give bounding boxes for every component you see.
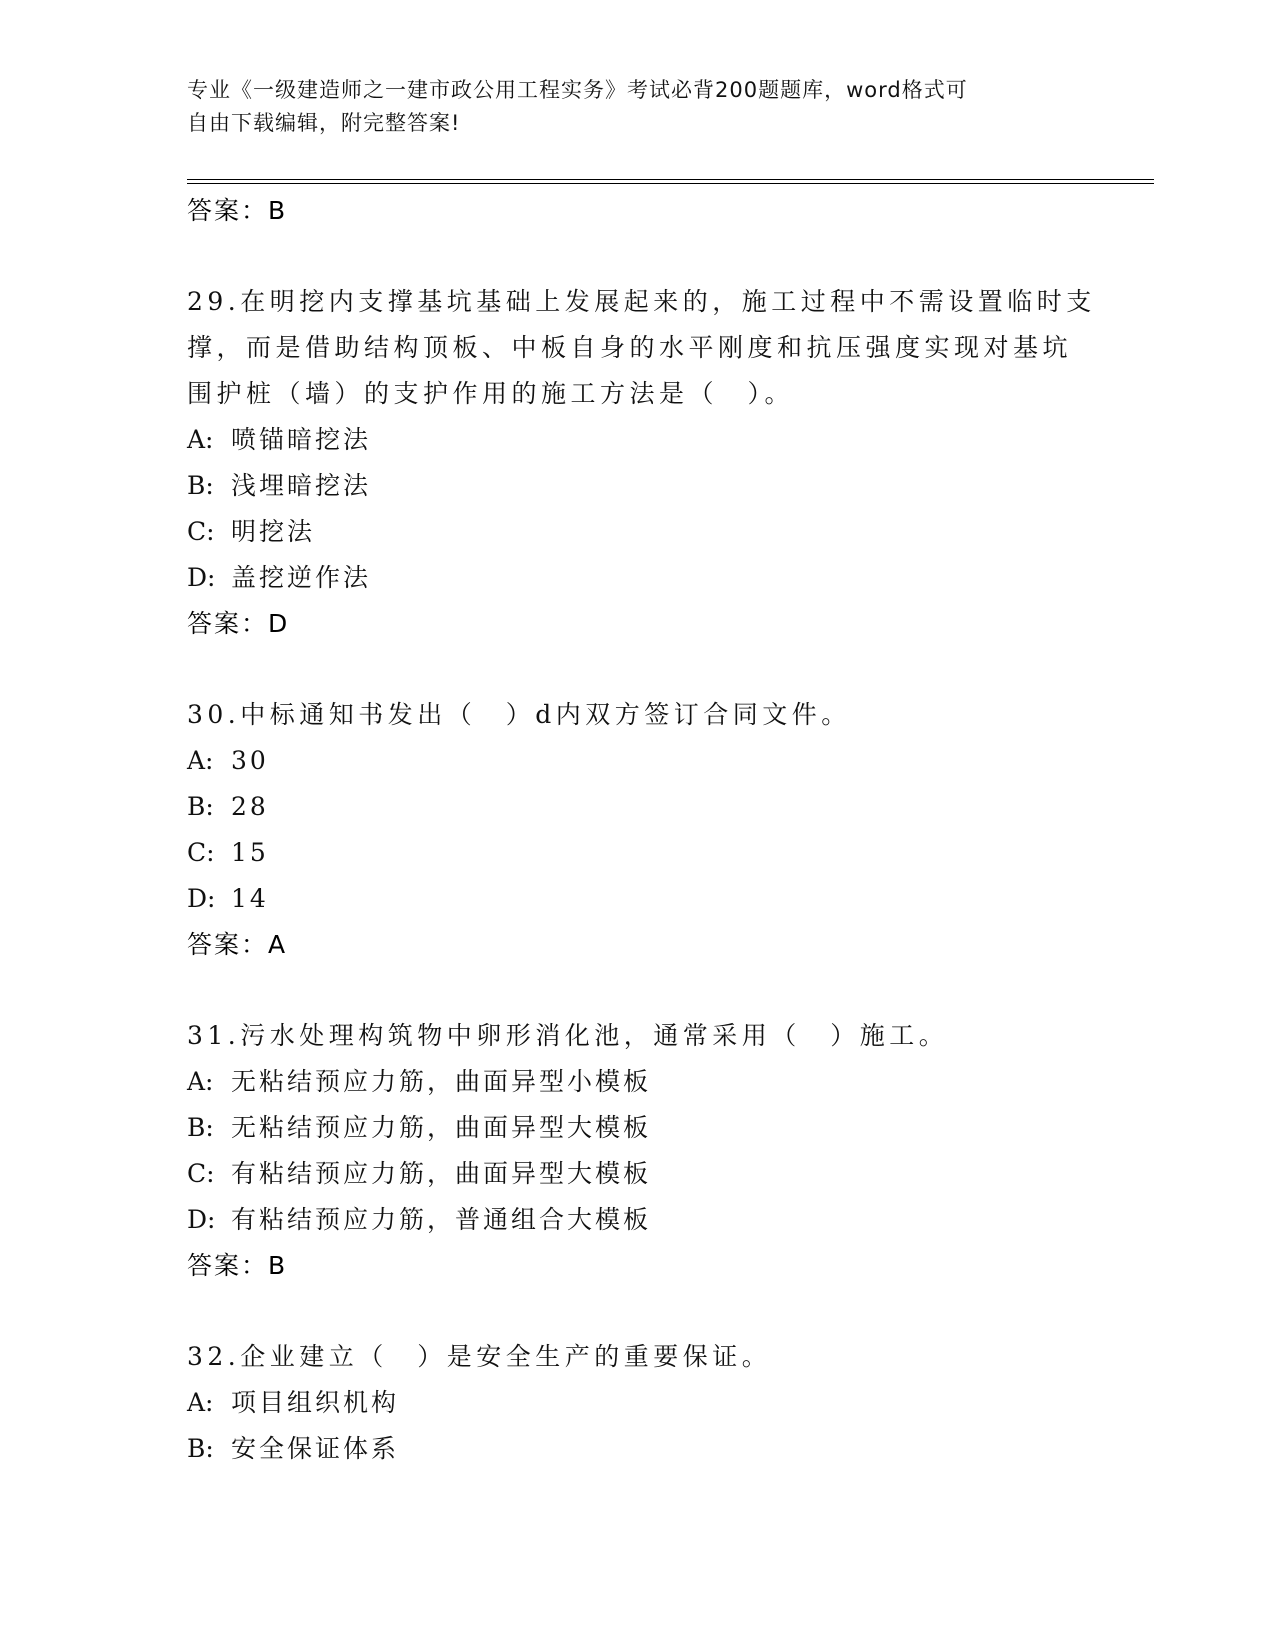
option-d (187, 555, 1087, 601)
option-key: C: (187, 1159, 215, 1188)
question-stem (187, 692, 1087, 738)
option-b (187, 1105, 1087, 1151)
question-line: 32.企业建立（ ）是安全生产的重要保证。 (187, 1342, 772, 1371)
spacer (187, 1289, 1087, 1334)
question-line: 31.污水处理构筑物中卵形消化池，通常采用（ ）施工。 (187, 1021, 949, 1050)
option-key: D: (187, 884, 216, 913)
spacer (187, 234, 1087, 279)
option-a (187, 1380, 1087, 1426)
option-key: B: (187, 1113, 214, 1142)
option-key: C: (187, 517, 215, 546)
option-c (187, 830, 1087, 876)
question-31 (187, 1013, 1087, 1289)
header-line-2: 自由下载编辑，附完整答案! (187, 111, 461, 135)
option-key: B: (187, 471, 214, 500)
previous-answer: 答案：B (187, 196, 288, 225)
option-key: C: (187, 838, 215, 867)
option-key: B: (187, 1434, 214, 1463)
page-header (187, 74, 1067, 140)
option-key: B: (187, 792, 214, 821)
option-text: 明挖法 (231, 517, 316, 546)
option-a (187, 1059, 1087, 1105)
option-key: A: (187, 746, 214, 775)
answer-line: 答案：D (187, 609, 290, 638)
option-a (187, 738, 1087, 784)
option-key: A: (187, 425, 214, 454)
option-b (187, 1426, 1087, 1472)
option-text: 安全保证体系 (231, 1434, 400, 1463)
option-text: 14 (231, 884, 269, 913)
header-divider (187, 179, 1154, 184)
question-29 (187, 279, 1096, 647)
option-key: D: (187, 563, 216, 592)
option-d (187, 876, 1087, 922)
answer-line: 答案：B (187, 1251, 288, 1280)
question-line: 29.在明挖内支撑基坑基础上发展起来的，施工过程中不需设置临时支 (187, 287, 1096, 316)
spacer (187, 968, 1087, 1013)
document-body (187, 188, 1096, 1472)
option-text: 项目组织机构 (231, 1388, 400, 1417)
option-key: A: (187, 1067, 214, 1096)
question-line: 围护桩（墙）的支护作用的施工方法是（ ）。 (187, 379, 795, 408)
option-c (187, 509, 1087, 555)
option-text: 浅埋暗挖法 (231, 471, 372, 500)
option-text: 无粘结预应力筋，曲面异型大模板 (231, 1113, 652, 1142)
question-30 (187, 692, 1087, 968)
option-text: 有粘结预应力筋，普通组合大模板 (231, 1205, 652, 1234)
option-text: 28 (231, 792, 269, 821)
option-key: D: (187, 1205, 216, 1234)
spacer (187, 647, 1087, 692)
option-text: 15 (231, 838, 269, 867)
option-text: 30 (231, 746, 269, 775)
option-c (187, 1151, 1087, 1197)
question-line: 30.中标通知书发出（ ）d内双方签订合同文件。 (187, 700, 851, 729)
option-text: 有粘结预应力筋，曲面异型大模板 (231, 1159, 652, 1188)
question-stem (187, 1013, 1087, 1059)
answer-line: 答案：A (187, 930, 288, 959)
option-d (187, 1197, 1087, 1243)
option-text: 无粘结预应力筋，曲面异型小模板 (231, 1067, 652, 1096)
option-b (187, 784, 1087, 830)
question-line: 撑，而是借助结构顶板、中板自身的水平刚度和抗压强度实现对基坑 (187, 333, 1073, 362)
option-key: A: (187, 1388, 214, 1417)
option-text: 喷锚暗挖法 (231, 425, 372, 454)
header-line-1: 专业《一级建造师之一建市政公用工程实务》考试必背200题题库，word格式可 (187, 78, 968, 102)
option-text: 盖挖逆作法 (231, 563, 372, 592)
option-b (187, 463, 1087, 509)
question-stem (187, 1334, 1087, 1380)
question-stem (187, 279, 1096, 417)
question-32 (187, 1334, 1087, 1472)
option-a (187, 417, 1087, 463)
